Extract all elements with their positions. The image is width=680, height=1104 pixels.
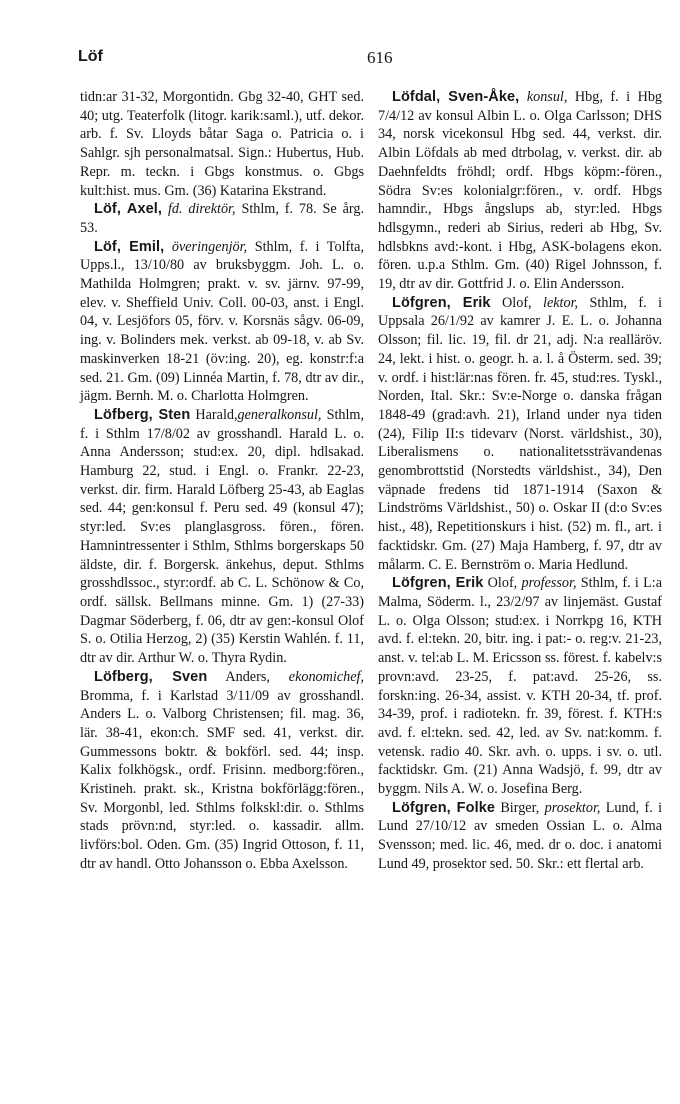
entry-given-name: Olof, <box>502 294 532 311</box>
entry-lofberg-sten <box>80 406 364 668</box>
entry-lofdal-sven-ake <box>378 88 662 294</box>
entry-given-name: Harald, <box>195 406 238 423</box>
entry-name: Löfgren, Erik <box>392 575 484 592</box>
entry-text: Sthlm, f. i L:a Malma, Söderm. l., 23/2/97 av linjemäst. Gustaf L. o. Olga Olsson; stud:ex. i Norrkpg 16, KTH avd. f. el:tekn. 20, bitr. ing. i pat:- o. reg:v. 21-23, anst. v. tel:ab L. M. Ericsson ss. förest. f. kabelv:s provn:avd. 23-25, f. pat:avd. 25-26, ss. forskn:ing. 26-34, assist. v. KTH 20-34, tf. prof. 34-39, prof. i radiotekn. fr. 39, förest. f. KTH:s avd. f. el:tekn. sed. 42, led. av Sv. nat:komm. f. vetensk. radio 40. Skr. avh. o. upps. i sv. o. utl. facktidskr. Gm. (21) Anna Wadsjö, f. 99, dtr av byggm. Nils A. W. o. Josefina Berg. <box>378 575 663 798</box>
entry-name: Löfgren, Erik <box>392 294 491 311</box>
right-column <box>378 88 662 874</box>
entry-text: Sthlm, f. i Sthlm 17/8/02 av grosshandl. Harald L. o. Anna Andersson; stud:ex. 20, dipl. hdlsakad. Hamburg 22, stud. i Engl. o. Frankr. 22-23, verkst. dir. firm. Harald Löfberg 25-43, ab Eaglas sed. 44; gen:konsul f. Peru sed. 49 (konsul 47); styr:led. Sv:es planglasgross. fören., fören. Hamnintressenter i Sthlm, Sthlms borgerskaps 50 äldste, dir. f. Borgersk. änkehus, deput. Sthlms grosshdlssoc., styr:ordf. ab C. L. Schönow & Co, ordf. sällsk. Bellmans minne. Gm. 1) (27-33) Dagmar Söderberg, f. 06, dtr av gen:-konsul Olof S. o. Otilia Herzog, 2) (35) Kerstin Wahlén. f. 11, dtr av dir. Arthur W. o. Thyra Rydin. <box>80 406 365 667</box>
entry-lofgren-erik-lektor <box>378 294 662 575</box>
running-head-word: Löf <box>78 48 103 65</box>
entry-title: konsul, <box>526 89 568 105</box>
continued-entry-text: tidn:ar 31-32, Morgontidn. Gbg 32-40, GHT sed. 40; utg. Teaterfolk (litogr. karik:saml.), utf. dekor. arb. f. Sv. Lloyds båtar Saga o. Patricia o. i Sahlgr. sjh personalmatsal. Sign.: Hubertus, Hub. Repr. m. teckn. i Gbgs konstmus. o. Gbgs kult:hist. mus. Gm. (36) Katarina Ekstrand. <box>80 89 364 199</box>
entry-title: generalkonsul, <box>237 406 322 423</box>
entry-given-name: Birger, <box>500 799 540 816</box>
entry-text: Bromma, f. i Karlstad 3/11/09 av grosshandl. Anders L. o. Valborg Christensen; fil. mag. 36, lär. 38-41, ekon:ch. SMF sed. 41, verkst. dir. Gummessons boktr. & bokförl. sed. 44; insp. Kalix folkhögsk., ordf. Frisinn. medborg:fören., Kristineh. prakt. sk., Kristna bokförlägg:fören., Sv. Morgonbl, led. Sthlms folkskl:dir. o. Sthlms stads prövn:nd, styr:led. o. kassadir. allm. livförs:bol. Oden. Gm. (35) Ingrid Ottoson, f. 11, dtr av handl. Otto Johansson o. Ebba Axelsson. <box>80 687 364 872</box>
entry-name: Löfdal, Sven-Åke, <box>392 89 520 105</box>
entry-text: Sthlm, f. 78. Se årg. 53. <box>80 201 364 236</box>
entry-text: Sthlm, f. i Uppsala 26/1/92 av kamrer J. E. L. o. Johanna Olsson; fil. lic. 19, fil. dr 21, adj. N:a realläröv. 24, lekt. i hist. o. geogr. h. a. l. å Österm. sed. 39; v. ordf. i hist:lär:nas fören. fr. 45, stud:res. Tyskl., Norden, Ital. Skr.: Sv:e-Norge o. danska frågan 1848-49 (grad:avh. 21), Irland under nya tiden (24), Filip II:s tidevarv (Norst. världshist., 30), Liberalismens o. nationalitetssträvandenas genombrottstid (Norstedts världshist., 34), Den väpnade fredens tid 1871-1914 (Saxon & Lindströms Världshist., 50) o. Oskar II (d:o Sv:es hist., 48), Repetitionskurs i hist. (52) m. fl., art. i facktidskr. Gm. (27) Maja Hamberg, f. 97, dtr av målarm. C. E. Bernström o. Maria Hedlund. <box>378 294 663 573</box>
left-column <box>80 88 364 874</box>
entry-text: Lund, f. i Lund 27/10/12 av smeden Ossian L. o. Alma Svensson; med. lic. 46, med. dr o. doc. i anatomi Lund 49, prosektor sed. 50. Skr.: ett flertal arb. <box>378 799 663 872</box>
entry-text: Sthlm, f. i Tolfta, Upps.l., 13/10/80 av bruksbyggm. Joh. L. o. Mathilda Holmgren; prakt. v. sv. järnv. 97-99, elev. v. Sheffield Univ. Coll. 00-03, anst. i Engl. 04, v. Lesjöfors 05, förv. v. Korsnäs sågv. 06-09, ing. v. Bolinders mek. verkst. ab 09-18, v. ab Sv. maskinverken 18-21 (öv:ing. 20), eg. konstr:f:a sed. 21. Gm. (09) Linnéa Martin, f. 78, dtr av dir., jägm. Bernh. M. o. Charlotta Holmgren. <box>80 238 365 405</box>
entry-name: Löfgren, Folke <box>392 799 496 816</box>
page-header <box>78 48 632 72</box>
entry-title: ekonomichef, <box>288 668 365 685</box>
entry-name: Löf, Emil, <box>94 238 165 255</box>
entry-title: prosektor, <box>544 799 601 816</box>
entry-title: fd. direktör, <box>167 201 236 218</box>
entry-given-name: Olof, <box>487 575 518 592</box>
entry-name: Löfberg, Sten <box>94 406 191 423</box>
page-number: 616 <box>367 48 393 67</box>
entry-lofberg-sven <box>80 668 364 874</box>
entry-title: lektor, <box>543 294 579 311</box>
entry-name: Löfberg, Sven <box>94 668 208 685</box>
entry-text: Hbg, f. i Hbg 7/4/12 av konsul Albin L. o. Olga Carlsson; DHS 34, norsk vicekonsul Hbg sed. 44, verkst. dir. Albin Löfdals ab med dtrbolag, v. verkst. dir. ab Daehnfeldts fröhdl; ordf. Hbgs köpm:-fören., Södra Sv:es kolonialgr:fören., v. ordf. Hbgs hamndir., Hbgs ångslups ab, styr:led. Hbgs hdlsgymn., rederi ab Sirius, rederi ab Hbg, Sv. hdlsbkns avd:-kont. i Hbg, ASK-bolagens ekon. fören. u.p.a Sthlm. Gm. (40) Rigel Johnsson, f. 19, dtr av dir. Gottfrid J. o. Elin Andersson. <box>378 89 663 293</box>
entry-lofgren-folke <box>378 799 662 874</box>
entry-title: professor, <box>521 575 577 592</box>
entry-name: Löf, Axel, <box>94 201 163 218</box>
entry-title: överingenjör, <box>171 238 248 255</box>
entry-given-name: Anders, <box>225 668 270 685</box>
entry-lof-emil <box>80 238 364 406</box>
entry-lofgren-erik-professor <box>378 574 662 798</box>
entry-lof-axel <box>80 200 364 237</box>
